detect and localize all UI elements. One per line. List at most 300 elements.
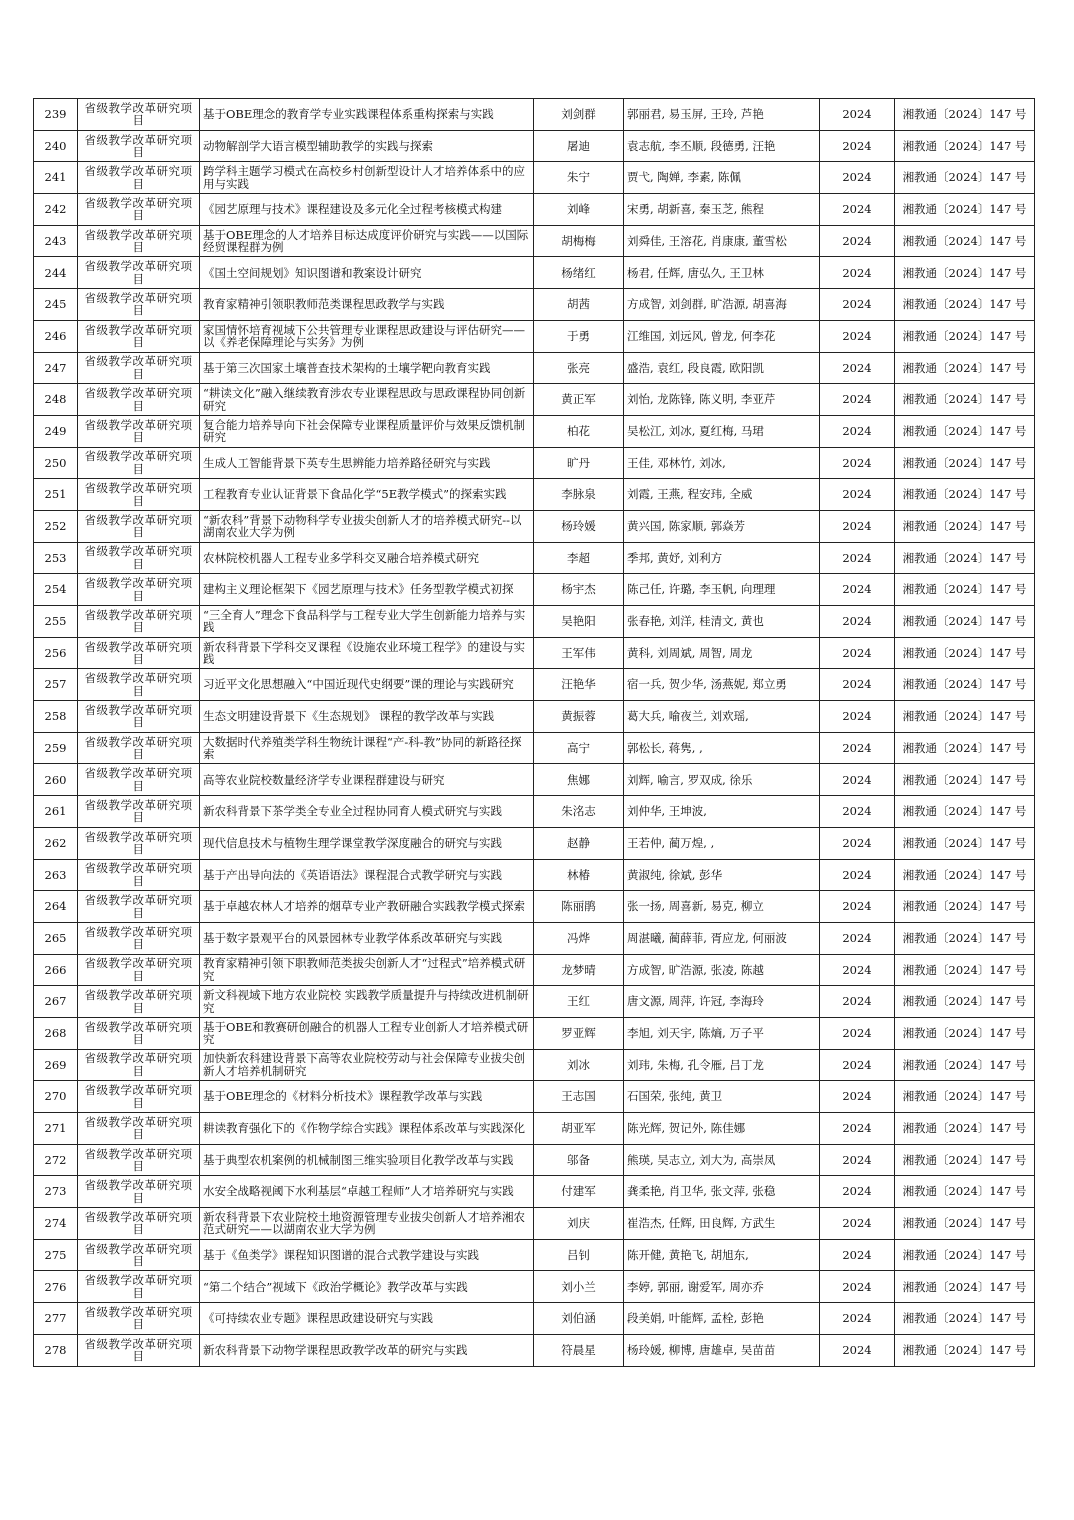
project-year: 2024 — [820, 162, 895, 194]
project-leader: 杨玲媛 — [534, 510, 624, 542]
project-title: 水安全战略视阈下水利基层“卓越工程师”人才培养研究与实践 — [200, 1176, 534, 1208]
project-members: 龚柔艳, 肖卫华, 张文萍, 张稳 — [624, 1176, 820, 1208]
table-row — [34, 99, 1035, 131]
project-category: 省级教学改革研究项目 — [78, 510, 200, 542]
project-leader: 杨宇杰 — [534, 574, 624, 606]
project-title: 新农科背景下动物学课程思政教学改革的研究与实践 — [200, 1334, 534, 1366]
project-leader: 邬备 — [534, 1144, 624, 1176]
project-title: 《园艺原理与技术》课程建设及多元化全过程考核模式构建 — [200, 194, 534, 226]
project-leader: 朱宁 — [534, 162, 624, 194]
document-number: 湘教通〔2024〕147 号 — [895, 542, 1035, 574]
project-leader: 胡亚军 — [534, 1113, 624, 1145]
project-leader: 林椿 — [534, 859, 624, 891]
table-row — [34, 479, 1035, 511]
table-row — [34, 922, 1035, 954]
project-members: 宋勇, 胡新喜, 秦玉芝, 熊程 — [624, 194, 820, 226]
project-title: 基于第三次国家土壤普查技术架构的土壤学靶向教育实践 — [200, 352, 534, 384]
document-number: 湘教通〔2024〕147 号 — [895, 1176, 1035, 1208]
table-row — [34, 320, 1035, 352]
project-members: 季邦, 黄妤, 刘利方 — [624, 542, 820, 574]
project-leader: 刘冰 — [534, 1049, 624, 1081]
document-number: 湘教通〔2024〕147 号 — [895, 1208, 1035, 1240]
project-title: 基于卓越农林人才培养的烟草专业产教研融合实践教学模式探索 — [200, 891, 534, 923]
row-number: 242 — [34, 194, 78, 226]
project-year: 2024 — [820, 225, 895, 257]
project-members: 杨君, 任辉, 唐弘久, 王卫林 — [624, 257, 820, 289]
project-leader: 于勇 — [534, 320, 624, 352]
project-year: 2024 — [820, 289, 895, 321]
project-year: 2024 — [820, 827, 895, 859]
document-number: 湘教通〔2024〕147 号 — [895, 574, 1035, 606]
project-leader: 旷丹 — [534, 447, 624, 479]
document-number: 湘教通〔2024〕147 号 — [895, 1271, 1035, 1303]
project-members: 李旭, 刘天宇, 陈熵, 万子平 — [624, 1017, 820, 1049]
project-category: 省级教学改革研究项目 — [78, 891, 200, 923]
project-leader: 屠迪 — [534, 130, 624, 162]
row-number: 241 — [34, 162, 78, 194]
table-row — [34, 827, 1035, 859]
table-row — [34, 1113, 1035, 1145]
project-title: “三全育人”理念下食品科学与工程专业大学生创新能力培养与实践 — [200, 606, 534, 638]
project-members: 熊瑛, 吴志立, 刘大为, 高崇凤 — [624, 1144, 820, 1176]
project-members: 江维国, 刘远风, 曾龙, 何李花 — [624, 320, 820, 352]
project-leader: 龙梦晴 — [534, 954, 624, 986]
project-leader: 汪艳华 — [534, 669, 624, 701]
document-number: 湘教通〔2024〕147 号 — [895, 384, 1035, 416]
project-category: 省级教学改革研究项目 — [78, 130, 200, 162]
table-row — [34, 574, 1035, 606]
table-row — [34, 1303, 1035, 1335]
project-title: 大数据时代养殖类学科生物统计课程“产-科-教”协同的新路径探索 — [200, 732, 534, 764]
table-row — [34, 415, 1035, 447]
project-leader: 高宁 — [534, 732, 624, 764]
project-year: 2024 — [820, 796, 895, 828]
project-title: 习近平文化思想融入“中国近现代史纲要”课的理论与实践研究 — [200, 669, 534, 701]
project-leader: 黄正军 — [534, 384, 624, 416]
table-row — [34, 447, 1035, 479]
project-members: 张春艳, 刘洋, 桂清文, 黄也 — [624, 606, 820, 638]
project-category: 省级教学改革研究项目 — [78, 1334, 200, 1366]
project-members: 唐文源, 周萍, 许冠, 李海玲 — [624, 986, 820, 1018]
project-year: 2024 — [820, 479, 895, 511]
table-row — [34, 986, 1035, 1018]
project-title: 高等农业院校数量经济学专业课程群建设与研究 — [200, 764, 534, 796]
project-leader: 吕钊 — [534, 1239, 624, 1271]
document-number: 湘教通〔2024〕147 号 — [895, 1081, 1035, 1113]
project-title: 基于OBE和教赛研创融合的机器人工程专业创新人才培养模式研究 — [200, 1017, 534, 1049]
project-year: 2024 — [820, 1303, 895, 1335]
project-members: 贾弋, 陶婵, 李素, 陈佩 — [624, 162, 820, 194]
row-number: 268 — [34, 1017, 78, 1049]
project-leader: 陈丽鹃 — [534, 891, 624, 923]
project-year: 2024 — [820, 954, 895, 986]
project-category: 省级教学改革研究项目 — [78, 796, 200, 828]
row-number: 266 — [34, 954, 78, 986]
document-number: 湘教通〔2024〕147 号 — [895, 352, 1035, 384]
project-year: 2024 — [820, 352, 895, 384]
project-category: 省级教学改革研究项目 — [78, 827, 200, 859]
project-category: 省级教学改革研究项目 — [78, 225, 200, 257]
project-members: 刘玮, 朱梅, 孔令雁, 吕丁龙 — [624, 1049, 820, 1081]
project-year: 2024 — [820, 447, 895, 479]
project-category: 省级教学改革研究项目 — [78, 352, 200, 384]
row-number: 249 — [34, 415, 78, 447]
project-category: 省级教学改革研究项目 — [78, 1271, 200, 1303]
row-number: 267 — [34, 986, 78, 1018]
project-members: 张一扬, 周喜新, 易克, 柳立 — [624, 891, 820, 923]
project-members: 杨玲媛, 柳博, 唐雄卓, 吴苗苗 — [624, 1334, 820, 1366]
project-title: 教育家精神引领职教师范类课程思政教学与实践 — [200, 289, 534, 321]
document-number: 湘教通〔2024〕147 号 — [895, 1049, 1035, 1081]
table-row — [34, 257, 1035, 289]
project-members: 刘怡, 龙陈锋, 陈义明, 李亚芹 — [624, 384, 820, 416]
row-number: 273 — [34, 1176, 78, 1208]
row-number: 256 — [34, 637, 78, 669]
table-row — [34, 1239, 1035, 1271]
project-category: 省级教学改革研究项目 — [78, 1049, 200, 1081]
table-row — [34, 194, 1035, 226]
project-category: 省级教学改革研究项目 — [78, 1017, 200, 1049]
project-category: 省级教学改革研究项目 — [78, 732, 200, 764]
table-row — [34, 1208, 1035, 1240]
project-year: 2024 — [820, 701, 895, 733]
project-category: 省级教学改革研究项目 — [78, 1113, 200, 1145]
project-title: 跨学科主题学习模式在高校乡村创新型设计人才培养体系中的应用与实践 — [200, 162, 534, 194]
project-category: 省级教学改革研究项目 — [78, 289, 200, 321]
project-title: 家国情怀培育视域下公共管理专业课程思政建设与评估研究——以《养老保障理论与实务》为例 — [200, 320, 534, 352]
project-title: 耕读教育强化下的《作物学综合实践》课程体系改革与实践深化 — [200, 1113, 534, 1145]
table-row — [34, 954, 1035, 986]
project-category: 省级教学改革研究项目 — [78, 447, 200, 479]
document-number: 湘教通〔2024〕147 号 — [895, 732, 1035, 764]
document-number: 湘教通〔2024〕147 号 — [895, 1239, 1035, 1271]
project-year: 2024 — [820, 194, 895, 226]
row-number: 275 — [34, 1239, 78, 1271]
project-title: 新农科背景下农业院校土地资源管理专业拔尖创新人才培养湘农范式研究——以湖南农业大学为例 — [200, 1208, 534, 1240]
project-year: 2024 — [820, 1113, 895, 1145]
project-year: 2024 — [820, 574, 895, 606]
document-number: 湘教通〔2024〕147 号 — [895, 415, 1035, 447]
row-number: 274 — [34, 1208, 78, 1240]
project-year: 2024 — [820, 1271, 895, 1303]
document-number: 湘教通〔2024〕147 号 — [895, 447, 1035, 479]
project-members: 吴松江, 刘冰, 夏红梅, 马珺 — [624, 415, 820, 447]
project-year: 2024 — [820, 415, 895, 447]
project-title: 基于OBE理念的人才培养目标达成度评价研究与实践——以国际经贸课程群为例 — [200, 225, 534, 257]
table-row — [34, 701, 1035, 733]
document-number: 湘教通〔2024〕147 号 — [895, 130, 1035, 162]
project-members: 王佳, 邓林竹, 刘冰, — [624, 447, 820, 479]
project-category: 省级教学改革研究项目 — [78, 669, 200, 701]
project-category: 省级教学改革研究项目 — [78, 574, 200, 606]
project-category: 省级教学改革研究项目 — [78, 320, 200, 352]
project-title: 基于OBE理念的教育学专业实践课程体系重构探索与实践 — [200, 99, 534, 131]
row-number: 239 — [34, 99, 78, 131]
project-members: 崔浩杰, 任辉, 田良辉, 方武生 — [624, 1208, 820, 1240]
row-number: 259 — [34, 732, 78, 764]
project-year: 2024 — [820, 669, 895, 701]
table-row — [34, 606, 1035, 638]
project-category: 省级教学改革研究项目 — [78, 764, 200, 796]
project-members: 刘霞, 王燕, 程安玮, 全威 — [624, 479, 820, 511]
document-number: 湘教通〔2024〕147 号 — [895, 669, 1035, 701]
table-row — [34, 162, 1035, 194]
project-title: “耕读文化”融入继续教育涉农专业课程思政与思政课程协同创新研究 — [200, 384, 534, 416]
row-number: 271 — [34, 1113, 78, 1145]
project-leader: 柏花 — [534, 415, 624, 447]
project-members: 刘辉, 喻言, 罗双成, 徐乐 — [624, 764, 820, 796]
document-number: 湘教通〔2024〕147 号 — [895, 859, 1035, 891]
project-year: 2024 — [820, 891, 895, 923]
project-members: 郭丽君, 易玉屏, 王玲, 芦艳 — [624, 99, 820, 131]
row-number: 252 — [34, 510, 78, 542]
document-number: 湘教通〔2024〕147 号 — [895, 99, 1035, 131]
project-leader: 杨绪红 — [534, 257, 624, 289]
row-number: 270 — [34, 1081, 78, 1113]
project-members: 段美娟, 叶能辉, 孟栓, 彭艳 — [624, 1303, 820, 1335]
project-members: 方成智, 刘剑群, 旷浩源, 胡喜海 — [624, 289, 820, 321]
document-number: 湘教通〔2024〕147 号 — [895, 796, 1035, 828]
project-category: 省级教学改革研究项目 — [78, 99, 200, 131]
project-category: 省级教学改革研究项目 — [78, 922, 200, 954]
project-members: 黄淑纯, 徐斌, 彭华 — [624, 859, 820, 891]
document-number: 湘教通〔2024〕147 号 — [895, 764, 1035, 796]
row-number: 277 — [34, 1303, 78, 1335]
table-row — [34, 1081, 1035, 1113]
project-members: 陈光辉, 贺记外, 陈佳娜 — [624, 1113, 820, 1145]
document-number: 湘教通〔2024〕147 号 — [895, 257, 1035, 289]
project-year: 2024 — [820, 732, 895, 764]
project-category: 省级教学改革研究项目 — [78, 637, 200, 669]
row-number: 269 — [34, 1049, 78, 1081]
project-year: 2024 — [820, 859, 895, 891]
table-row — [34, 796, 1035, 828]
document-number: 湘教通〔2024〕147 号 — [895, 1144, 1035, 1176]
table-row — [34, 637, 1035, 669]
table-row — [34, 1049, 1035, 1081]
project-leader: 刘峰 — [534, 194, 624, 226]
project-members: 刘舜佳, 王溶花, 肖康康, 董雪松 — [624, 225, 820, 257]
project-year: 2024 — [820, 1208, 895, 1240]
project-category: 省级教学改革研究项目 — [78, 1208, 200, 1240]
document-number: 湘教通〔2024〕147 号 — [895, 1017, 1035, 1049]
document-number: 湘教通〔2024〕147 号 — [895, 1334, 1035, 1366]
project-category: 省级教学改革研究项目 — [78, 1144, 200, 1176]
row-number: 244 — [34, 257, 78, 289]
project-leader: 刘小兰 — [534, 1271, 624, 1303]
project-members: 宿一兵, 贺少华, 汤燕妮, 郑立勇 — [624, 669, 820, 701]
document-number: 湘教通〔2024〕147 号 — [895, 606, 1035, 638]
project-members: 盛浩, 袁红, 段良霞, 欧阳凯 — [624, 352, 820, 384]
project-category: 省级教学改革研究项目 — [78, 257, 200, 289]
row-number: 263 — [34, 859, 78, 891]
project-title: 现代信息技术与植物生理学课堂教学深度融合的研究与实践 — [200, 827, 534, 859]
document-number: 湘教通〔2024〕147 号 — [895, 637, 1035, 669]
row-number: 247 — [34, 352, 78, 384]
project-category: 省级教学改革研究项目 — [78, 954, 200, 986]
project-title: 基于数字景观平台的风景园林专业教学体系改革研究与实践 — [200, 922, 534, 954]
project-members: 郭松长, 蒋隽, , — [624, 732, 820, 764]
table-row — [34, 289, 1035, 321]
project-year: 2024 — [820, 99, 895, 131]
project-members: 周湛曦, 蔺薛菲, 胥应龙, 何丽波 — [624, 922, 820, 954]
project-year: 2024 — [820, 542, 895, 574]
document-number: 湘教通〔2024〕147 号 — [895, 1113, 1035, 1145]
project-title: 建构主义理论框架下《园艺原理与技术》任务型教学模式初探 — [200, 574, 534, 606]
project-leader: 黄振蓉 — [534, 701, 624, 733]
row-number: 255 — [34, 606, 78, 638]
project-category: 省级教学改革研究项目 — [78, 194, 200, 226]
project-category: 省级教学改革研究项目 — [78, 542, 200, 574]
row-number: 246 — [34, 320, 78, 352]
row-number: 250 — [34, 447, 78, 479]
project-year: 2024 — [820, 510, 895, 542]
project-year: 2024 — [820, 1239, 895, 1271]
document-number: 湘教通〔2024〕147 号 — [895, 954, 1035, 986]
project-leader: 王志国 — [534, 1081, 624, 1113]
table-row — [34, 764, 1035, 796]
project-title: 农林院校机器人工程专业多学科交叉融合培养模式研究 — [200, 542, 534, 574]
project-leader: 罗亚辉 — [534, 1017, 624, 1049]
project-members: 方成智, 旷浩源, 张凌, 陈越 — [624, 954, 820, 986]
row-number: 253 — [34, 542, 78, 574]
project-category: 省级教学改革研究项目 — [78, 859, 200, 891]
row-number: 260 — [34, 764, 78, 796]
table-row — [34, 352, 1035, 384]
project-category: 省级教学改革研究项目 — [78, 1081, 200, 1113]
project-category: 省级教学改革研究项目 — [78, 162, 200, 194]
project-title: 基于典型农机案例的机械制图三维实验项目化教学改革与实践 — [200, 1144, 534, 1176]
project-members: 刘仲华, 王坤波, — [624, 796, 820, 828]
row-number: 248 — [34, 384, 78, 416]
project-title: “新农科”背景下动物科学专业拔尖创新人才的培养模式研究--以湖南农业大学为例 — [200, 510, 534, 542]
project-leader: 焦娜 — [534, 764, 624, 796]
project-year: 2024 — [820, 986, 895, 1018]
project-category: 省级教学改革研究项目 — [78, 986, 200, 1018]
row-number: 261 — [34, 796, 78, 828]
table-row — [34, 732, 1035, 764]
document-number: 湘教通〔2024〕147 号 — [895, 225, 1035, 257]
document-number: 湘教通〔2024〕147 号 — [895, 1303, 1035, 1335]
table-row — [34, 130, 1035, 162]
project-year: 2024 — [820, 1144, 895, 1176]
document-number: 湘教通〔2024〕147 号 — [895, 320, 1035, 352]
project-year: 2024 — [820, 1176, 895, 1208]
table-row — [34, 225, 1035, 257]
project-title: 基于产出导向法的《英语语法》课程混合式教学研究与实践 — [200, 859, 534, 891]
row-number: 276 — [34, 1271, 78, 1303]
row-number: 243 — [34, 225, 78, 257]
project-year: 2024 — [820, 384, 895, 416]
project-year: 2024 — [820, 1334, 895, 1366]
project-leader: 胡梅梅 — [534, 225, 624, 257]
table-row — [34, 669, 1035, 701]
row-number: 264 — [34, 891, 78, 923]
document-number: 湘教通〔2024〕147 号 — [895, 986, 1035, 1018]
project-leader: 刘伯涵 — [534, 1303, 624, 1335]
project-members: 黄科, 刘周斌, 周智, 周龙 — [624, 637, 820, 669]
project-leader: 朱洺志 — [534, 796, 624, 828]
row-number: 272 — [34, 1144, 78, 1176]
project-year: 2024 — [820, 257, 895, 289]
project-title: 教育家精神引领下职教师范类拔尖创新人才“过程式”培养模式研究 — [200, 954, 534, 986]
project-title: 新农科背景下学科交叉课程《设施农业环境工程学》的建设与实践 — [200, 637, 534, 669]
project-leader: 赵静 — [534, 827, 624, 859]
project-title: 基于OBE理念的《材料分析技术》课程教学改革与实践 — [200, 1081, 534, 1113]
project-year: 2024 — [820, 1017, 895, 1049]
project-category: 省级教学改革研究项目 — [78, 384, 200, 416]
row-number: 262 — [34, 827, 78, 859]
project-category: 省级教学改革研究项目 — [78, 701, 200, 733]
row-number: 278 — [34, 1334, 78, 1366]
table-row — [34, 1176, 1035, 1208]
project-category: 省级教学改革研究项目 — [78, 606, 200, 638]
table-row — [34, 1017, 1035, 1049]
document-number: 湘教通〔2024〕147 号 — [895, 194, 1035, 226]
project-year: 2024 — [820, 320, 895, 352]
project-members: 石国荣, 张纯, 黄卫 — [624, 1081, 820, 1113]
document-number: 湘教通〔2024〕147 号 — [895, 162, 1035, 194]
table-row — [34, 891, 1035, 923]
project-members: 陈己任, 许璐, 李玉帆, 向理理 — [624, 574, 820, 606]
project-leader: 付建军 — [534, 1176, 624, 1208]
project-category: 省级教学改革研究项目 — [78, 1303, 200, 1335]
document-number: 湘教通〔2024〕147 号 — [895, 827, 1035, 859]
project-members: 王若仲, 蔺万煌, , — [624, 827, 820, 859]
project-leader: 符晨星 — [534, 1334, 624, 1366]
document-number: 湘教通〔2024〕147 号 — [895, 510, 1035, 542]
project-year: 2024 — [820, 637, 895, 669]
project-leader: 王军伟 — [534, 637, 624, 669]
project-year: 2024 — [820, 764, 895, 796]
project-title: 动物解剖学大语言模型辅助教学的实践与探索 — [200, 130, 534, 162]
project-leader: 刘庆 — [534, 1208, 624, 1240]
row-number: 257 — [34, 669, 78, 701]
project-category: 省级教学改革研究项目 — [78, 479, 200, 511]
document-number: 湘教通〔2024〕147 号 — [895, 701, 1035, 733]
project-year: 2024 — [820, 1049, 895, 1081]
document-number: 湘教通〔2024〕147 号 — [895, 289, 1035, 321]
document-number: 湘教通〔2024〕147 号 — [895, 922, 1035, 954]
project-year: 2024 — [820, 130, 895, 162]
project-title: 生态文明建设背景下《生态规划》 课程的教学改革与实践 — [200, 701, 534, 733]
table-row — [34, 542, 1035, 574]
table-body — [34, 99, 1035, 1367]
document-number: 湘教通〔2024〕147 号 — [895, 891, 1035, 923]
project-leader: 刘剑群 — [534, 99, 624, 131]
project-members: 葛大兵, 喻夜兰, 刘欢瑶, — [624, 701, 820, 733]
project-members: 黄兴国, 陈家顺, 郭焱芳 — [624, 510, 820, 542]
project-title: 加快新农科建设背景下高等农业院校劳动与社会保障专业拔尖创新人才培养机制研究 — [200, 1049, 534, 1081]
table-row — [34, 384, 1035, 416]
project-leader: 冯烨 — [534, 922, 624, 954]
table-row — [34, 510, 1035, 542]
project-leader: 吴艳阳 — [534, 606, 624, 638]
project-leader: 王红 — [534, 986, 624, 1018]
project-title: 生成人工智能背景下英专生思辨能力培养路径研究与实践 — [200, 447, 534, 479]
project-year: 2024 — [820, 606, 895, 638]
project-title: 《国土空间规划》知识图谱和教案设计研究 — [200, 257, 534, 289]
project-leader: 张亮 — [534, 352, 624, 384]
row-number: 258 — [34, 701, 78, 733]
project-leader: 李脉泉 — [534, 479, 624, 511]
project-category: 省级教学改革研究项目 — [78, 1239, 200, 1271]
project-leader: 胡茜 — [534, 289, 624, 321]
table-row — [34, 1334, 1035, 1366]
project-members: 袁志航, 李丕顺, 段德勇, 汪艳 — [624, 130, 820, 162]
document-number: 湘教通〔2024〕147 号 — [895, 479, 1035, 511]
row-number: 240 — [34, 130, 78, 162]
